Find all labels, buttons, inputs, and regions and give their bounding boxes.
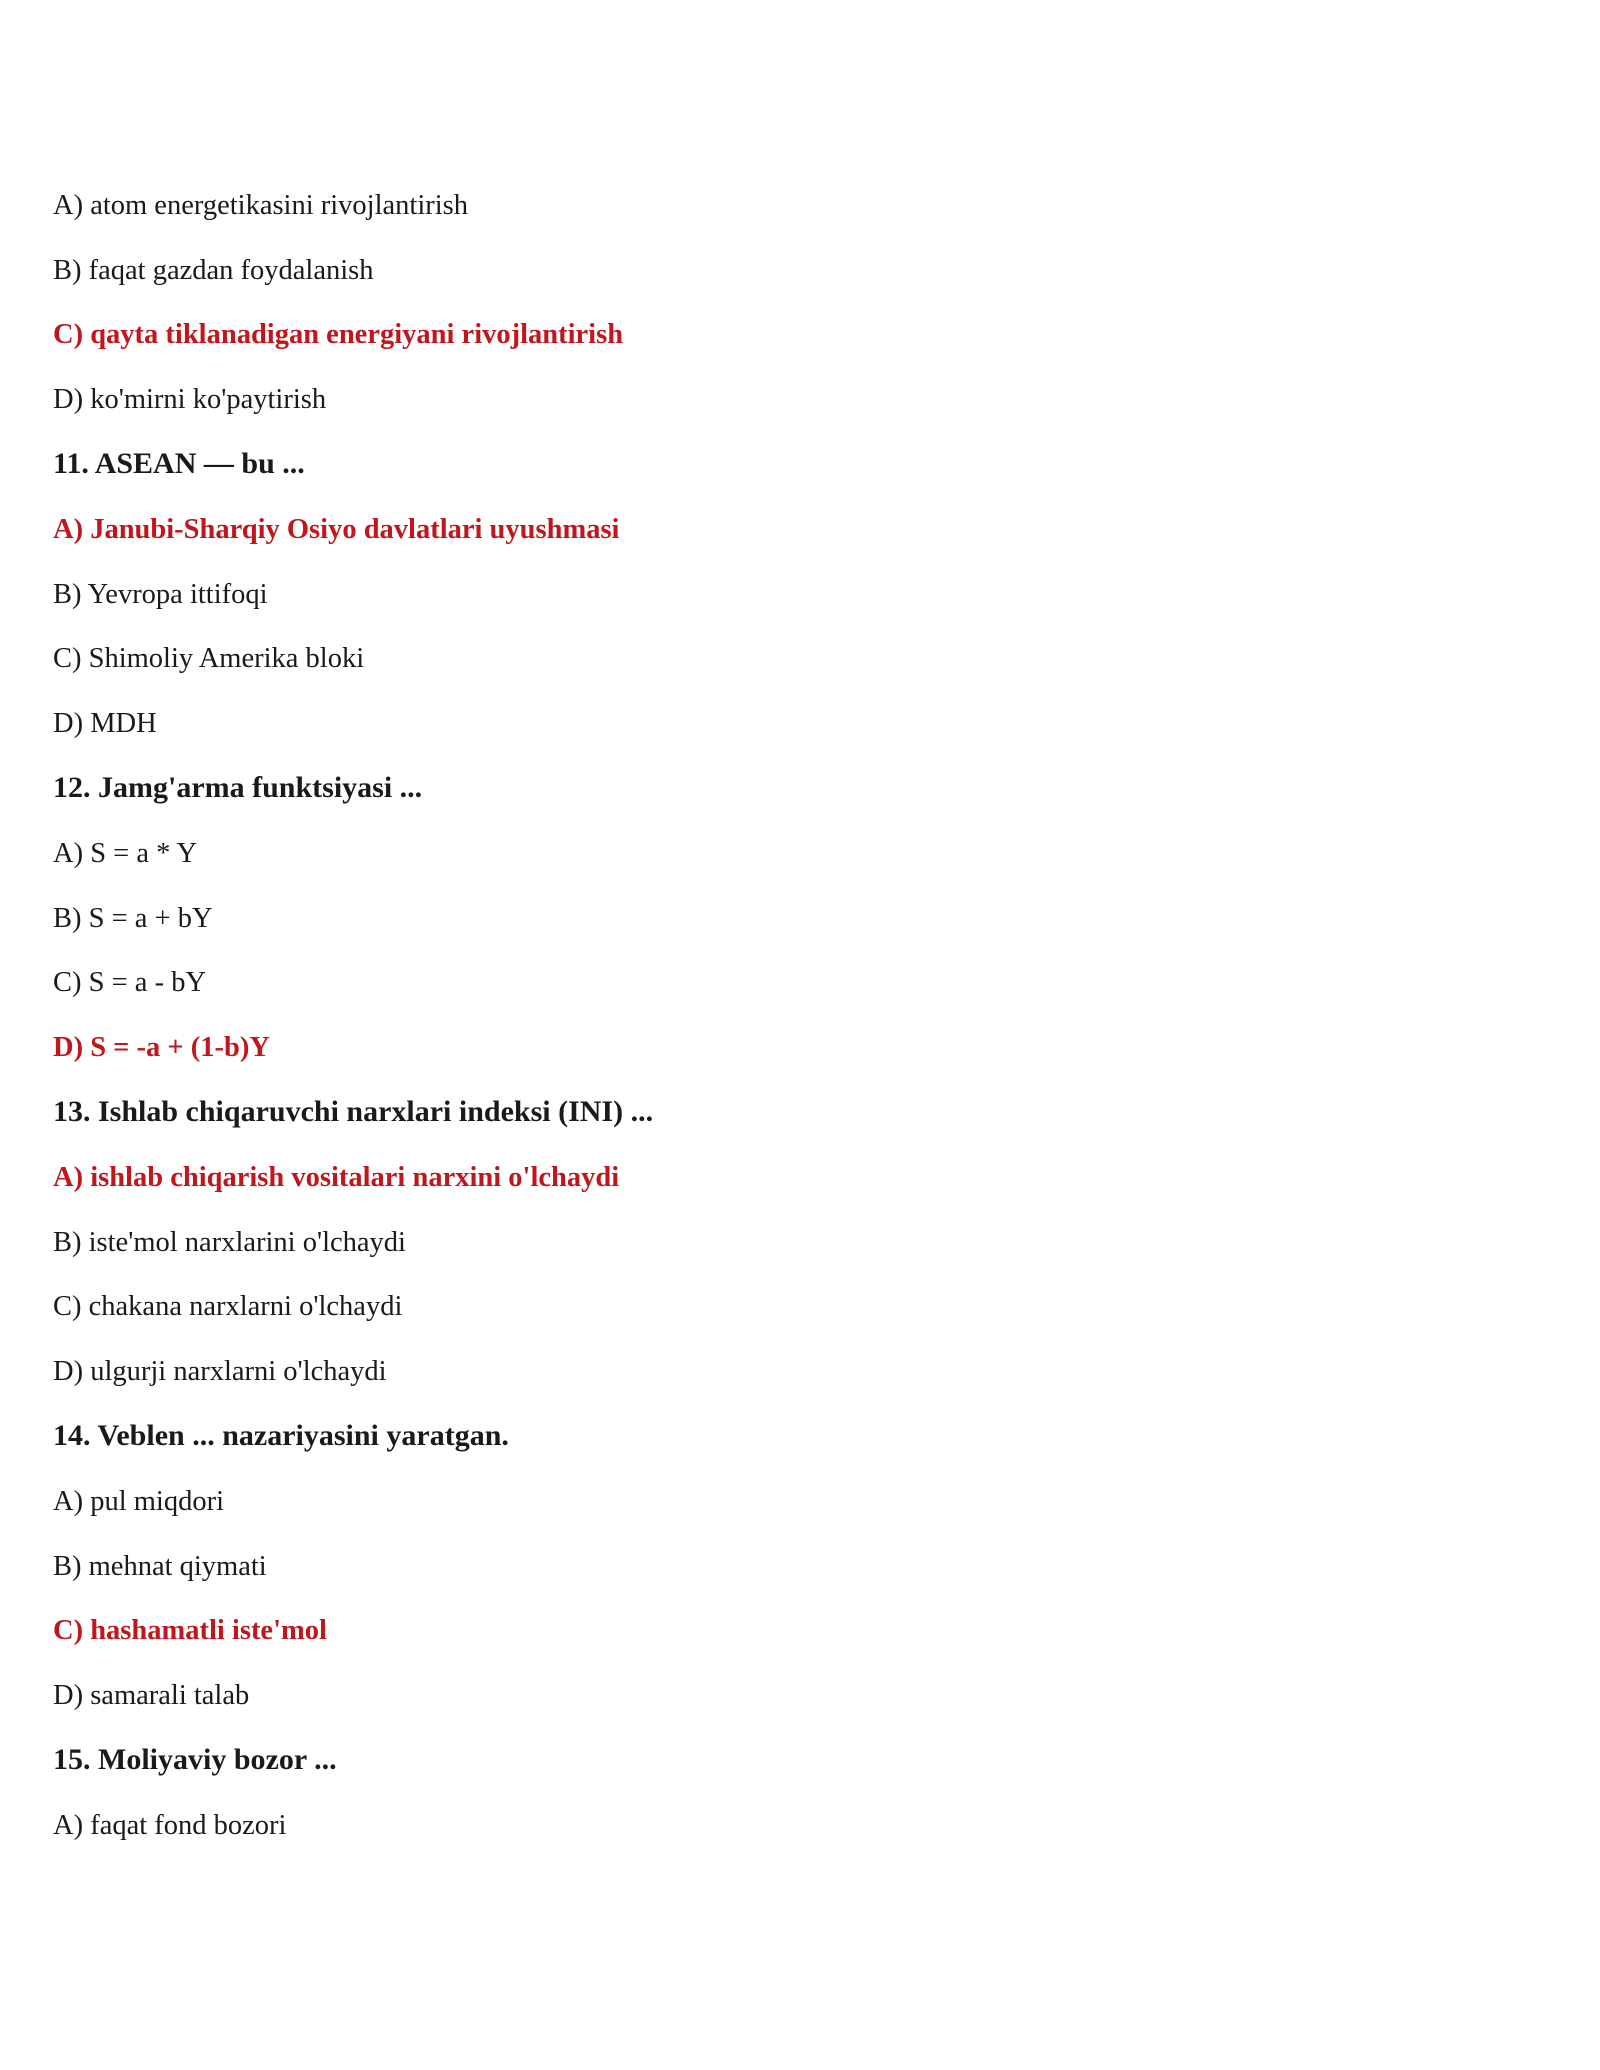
question-15: 15. Moliyaviy bozor ... bbox=[53, 1743, 337, 1776]
correct-answer-option: A) Janubi-Sharqiy Osiyo davlatlari uyushmasi bbox=[53, 514, 620, 545]
question-13: 13. Ishlab chiqaruvchi narxlari indeksi (INI) ... bbox=[53, 1095, 654, 1128]
answer-option: B) Yevropa ittifoqi bbox=[53, 578, 268, 610]
document-page bbox=[53, 184, 1533, 1869]
answer-option: D) samarali talab bbox=[53, 1679, 250, 1711]
answer-option: A) S = a * Y bbox=[53, 838, 198, 869]
answer-option: C) Shimoliy Amerika bloki bbox=[53, 643, 365, 674]
answer-option: D) MDH bbox=[53, 707, 157, 739]
correct-answer-option: A) ishlab chiqarish vositalari narxini o'lchaydi bbox=[53, 1162, 620, 1193]
answer-option: D) ko'mirni ko'paytirish bbox=[53, 383, 327, 415]
correct-answer-option: C) hashamatli iste'mol bbox=[53, 1615, 327, 1646]
answer-option: B) iste'mol narxlarini o'lchaydi bbox=[53, 1226, 406, 1258]
correct-answer-option: C) qayta tiklanadigan energiyani rivojlantirish bbox=[53, 319, 624, 350]
answer-option: A) atom energetikasini rivojlantirish bbox=[53, 190, 469, 221]
question-14: 14. Veblen ... nazariyasini yaratgan. bbox=[53, 1419, 509, 1452]
answer-option: A) faqat fond bozori bbox=[53, 1810, 287, 1841]
question-11: 11. ASEAN — bu ... bbox=[53, 447, 305, 480]
answer-option: B) mehnat qiymati bbox=[53, 1550, 267, 1582]
answer-option: B) faqat gazdan foydalanish bbox=[53, 254, 374, 286]
answer-option: A) pul miqdori bbox=[53, 1486, 224, 1517]
answer-option: B) S = a + bY bbox=[53, 902, 213, 934]
question-12: 12. Jamg'arma funktsiyasi ... bbox=[53, 771, 423, 804]
answer-option: C) S = a - bY bbox=[53, 967, 207, 998]
correct-answer-option: D) S = -a + (1-b)Y bbox=[53, 1031, 270, 1063]
answer-option: D) ulgurji narxlarni o'lchaydi bbox=[53, 1355, 387, 1387]
answer-option: C) chakana narxlarni o'lchaydi bbox=[53, 1291, 403, 1322]
